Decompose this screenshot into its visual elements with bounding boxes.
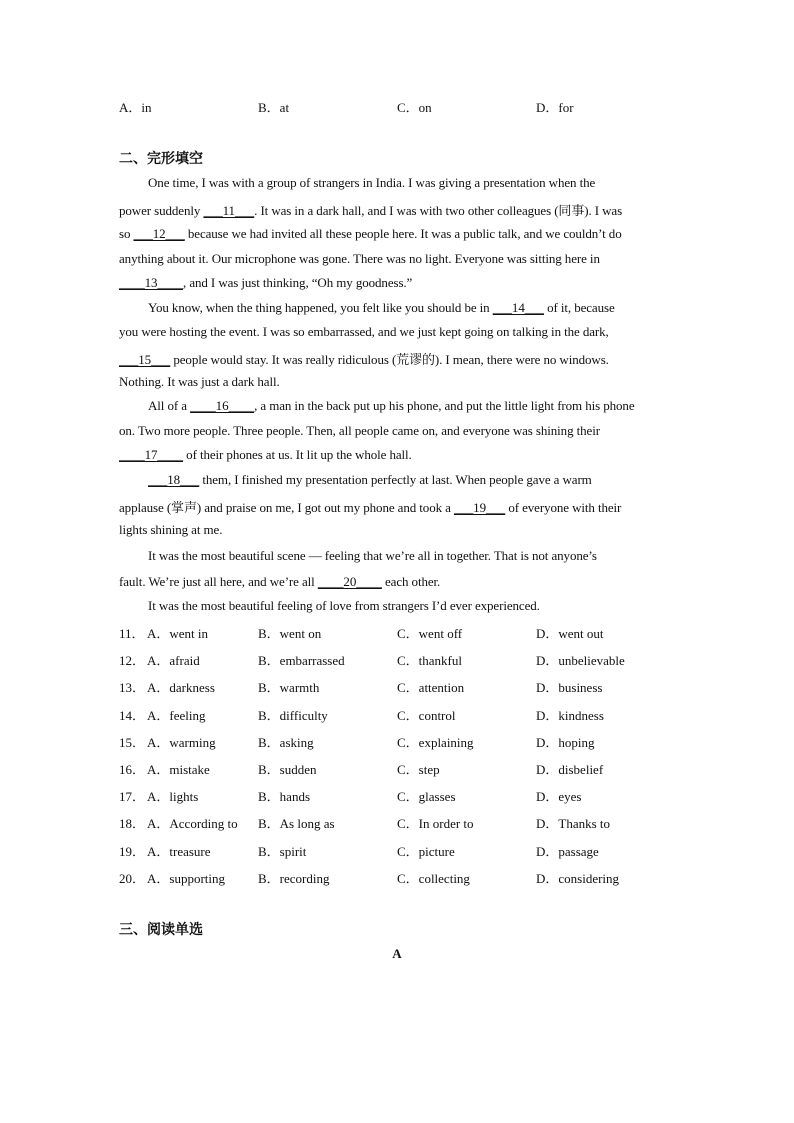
option-b: B．recording: [258, 870, 330, 886]
option-b: B．warmth: [258, 680, 320, 696]
option-c: C．explaining: [397, 734, 474, 750]
passage-line: [119, 447, 412, 463]
option-d: D．eyes: [536, 789, 582, 805]
question-number: 15．: [119, 734, 146, 750]
passage-line: [119, 522, 222, 538]
option-c: C．glasses: [397, 789, 456, 805]
option-b: B．embarrassed: [258, 653, 345, 669]
passage-line: [148, 175, 595, 191]
passage-text: , a man in the back put up his phone, and put the little light from his phone: [254, 398, 635, 413]
question-row: [0, 732, 794, 752]
question-row: [0, 759, 794, 779]
option-c: C．went off: [397, 626, 463, 641]
passage-line: [119, 374, 280, 390]
option-b: B．at: [258, 100, 290, 115]
option-a: A．afraid: [147, 653, 200, 669]
option-a: A．warming: [147, 734, 216, 750]
option-d: D．kindness: [536, 707, 604, 723]
option-a: A．lights: [147, 789, 199, 805]
passage-line: [119, 574, 440, 590]
question-row: [0, 868, 794, 888]
passage-line: [119, 497, 621, 516]
question-number: 19．: [119, 843, 146, 859]
passage-text: It was the most beautiful feeling of love from strangers I’d ever experienced.: [148, 598, 540, 613]
section3-heading: 三、阅读单选: [119, 922, 203, 938]
option-c: C．In order to: [397, 816, 474, 832]
option-c: C．control: [397, 707, 456, 723]
option-c: C．on: [397, 100, 432, 115]
option-c: C．thankful: [397, 653, 462, 669]
blank: ___19___: [453, 500, 506, 515]
section2-heading: 二、完形填空: [119, 151, 203, 167]
passage-text: All of a: [148, 398, 191, 413]
option-d: D．considering: [536, 870, 620, 886]
blank: ____16____: [190, 398, 255, 413]
passage-line: [119, 324, 609, 340]
option-c: C．picture: [397, 843, 455, 859]
passage-line: [119, 349, 609, 368]
option-d: D．business: [536, 680, 603, 696]
question-number: 13．: [119, 680, 146, 696]
passage-label: A: [392, 946, 402, 961]
option-a: A．darkness: [147, 680, 215, 696]
passage-text: One time, I was with a group of strangers in India. I was giving a presentation when the: [148, 175, 596, 190]
passage-text: fault. We’re just all here, and we’re all: [119, 574, 318, 589]
passage-text: It was the most beautiful scene — feeling that we’re all in together. That is not anyone’s: [148, 548, 597, 563]
passage-line: [148, 598, 540, 614]
question-number: 14．: [119, 707, 146, 723]
option-d: D．disbelief: [536, 762, 604, 777]
question-number: 18．: [119, 816, 146, 832]
option-c: C．attention: [397, 680, 465, 696]
passage-text: of everyone with their: [505, 500, 622, 515]
passage-text: so: [119, 226, 134, 241]
passage-text: people would stay. It was really ridiculous (荒谬的). I mean, there were no windows.: [170, 352, 609, 367]
blank: ___12___: [133, 226, 185, 241]
option-b: B．went on: [258, 626, 322, 641]
passage-line: [119, 251, 600, 267]
top-options-row: [0, 97, 794, 117]
passage-line: [148, 300, 615, 316]
passage-text: power suddenly: [119, 203, 204, 218]
option-b: B．spirit: [258, 843, 307, 859]
option-a: A．According to: [147, 816, 238, 832]
option-c: C．step: [397, 762, 440, 777]
option-d: D．passage: [536, 843, 599, 859]
option-a: A．mistake: [147, 762, 210, 777]
option-b: B．asking: [258, 734, 314, 750]
passage-text: You know, when the thing happened, you felt like you should be in: [148, 300, 493, 315]
blank: ____17____: [119, 447, 184, 462]
option-a: A．feeling: [147, 707, 206, 723]
passage-text: them, I finished my presentation perfectly at last. When people gave a warm: [199, 472, 592, 487]
passage-text: anything about it. Our microphone was gone. There was no light. Everyone was sitting here in: [119, 251, 600, 266]
option-b: B．difficulty: [258, 707, 328, 723]
passage-line: [148, 548, 597, 564]
passage-text: . It was in a dark hall, and I was with two other colleagues (同事). I was: [254, 203, 623, 218]
passage-text: applause (掌声) and praise on me, I got out my phone and took a: [119, 500, 454, 515]
passage-text: of it, because: [543, 300, 615, 315]
question-row: [0, 813, 794, 833]
passage-text: Nothing. It was just a dark hall.: [119, 374, 280, 389]
option-a: A．in: [119, 100, 152, 115]
option-d: D．Thanks to: [536, 816, 611, 832]
option-a: A．went in: [147, 626, 209, 641]
question-number: 12．: [119, 653, 146, 669]
passage-text: , and I was just thinking, “Oh my goodness.”: [183, 275, 413, 290]
option-d: D．hoping: [536, 734, 595, 750]
blank: ____13____: [119, 275, 184, 290]
option-d: D．for: [536, 100, 574, 115]
passage-line: [148, 398, 635, 414]
blank: ___14___: [492, 300, 544, 315]
passage-text: you were hosting the event. I was so embarrassed, and we just kept going on talking in the dark,: [119, 324, 609, 339]
passage-text: because we had invited all these people here. It was a public talk, and we couldn’t do: [184, 226, 622, 241]
option-d: D．unbelievable: [536, 653, 625, 669]
blank: ___18___: [148, 472, 200, 487]
passage-text: of their phones at us. It lit up the whole hall.: [183, 447, 412, 462]
option-b: B．sudden: [258, 762, 317, 777]
option-a: A．treasure: [147, 843, 211, 859]
passage-line: [119, 423, 600, 439]
passage-line: [148, 472, 592, 488]
passage-text: each other.: [381, 574, 441, 589]
passage-text: on. Two more people. Three people. Then, all people came on, and everyone was shining their: [119, 423, 600, 438]
option-a: A．supporting: [147, 870, 226, 886]
passage-line: [119, 200, 622, 219]
question-row: [0, 623, 794, 643]
blank: ___15___: [119, 352, 171, 367]
blank: ___11___: [203, 203, 255, 218]
question-number: 11．: [119, 626, 145, 641]
blank: ____20____: [317, 574, 382, 589]
option-b: B．As long as: [258, 816, 335, 832]
question-row: [0, 650, 794, 670]
question-row: [0, 786, 794, 806]
option-c: C．collecting: [397, 870, 470, 886]
passage-text: lights shining at me.: [119, 522, 223, 537]
question-number: 17．: [119, 789, 146, 805]
passage-line: [119, 226, 622, 242]
question-number: 16．: [119, 762, 146, 777]
option-b: B．hands: [258, 789, 311, 805]
passage-line: [119, 275, 412, 291]
question-row: [0, 841, 794, 861]
question-row: [0, 705, 794, 725]
question-row: [0, 677, 794, 697]
option-d: D．went out: [536, 626, 604, 641]
question-number: 20．: [119, 870, 146, 886]
